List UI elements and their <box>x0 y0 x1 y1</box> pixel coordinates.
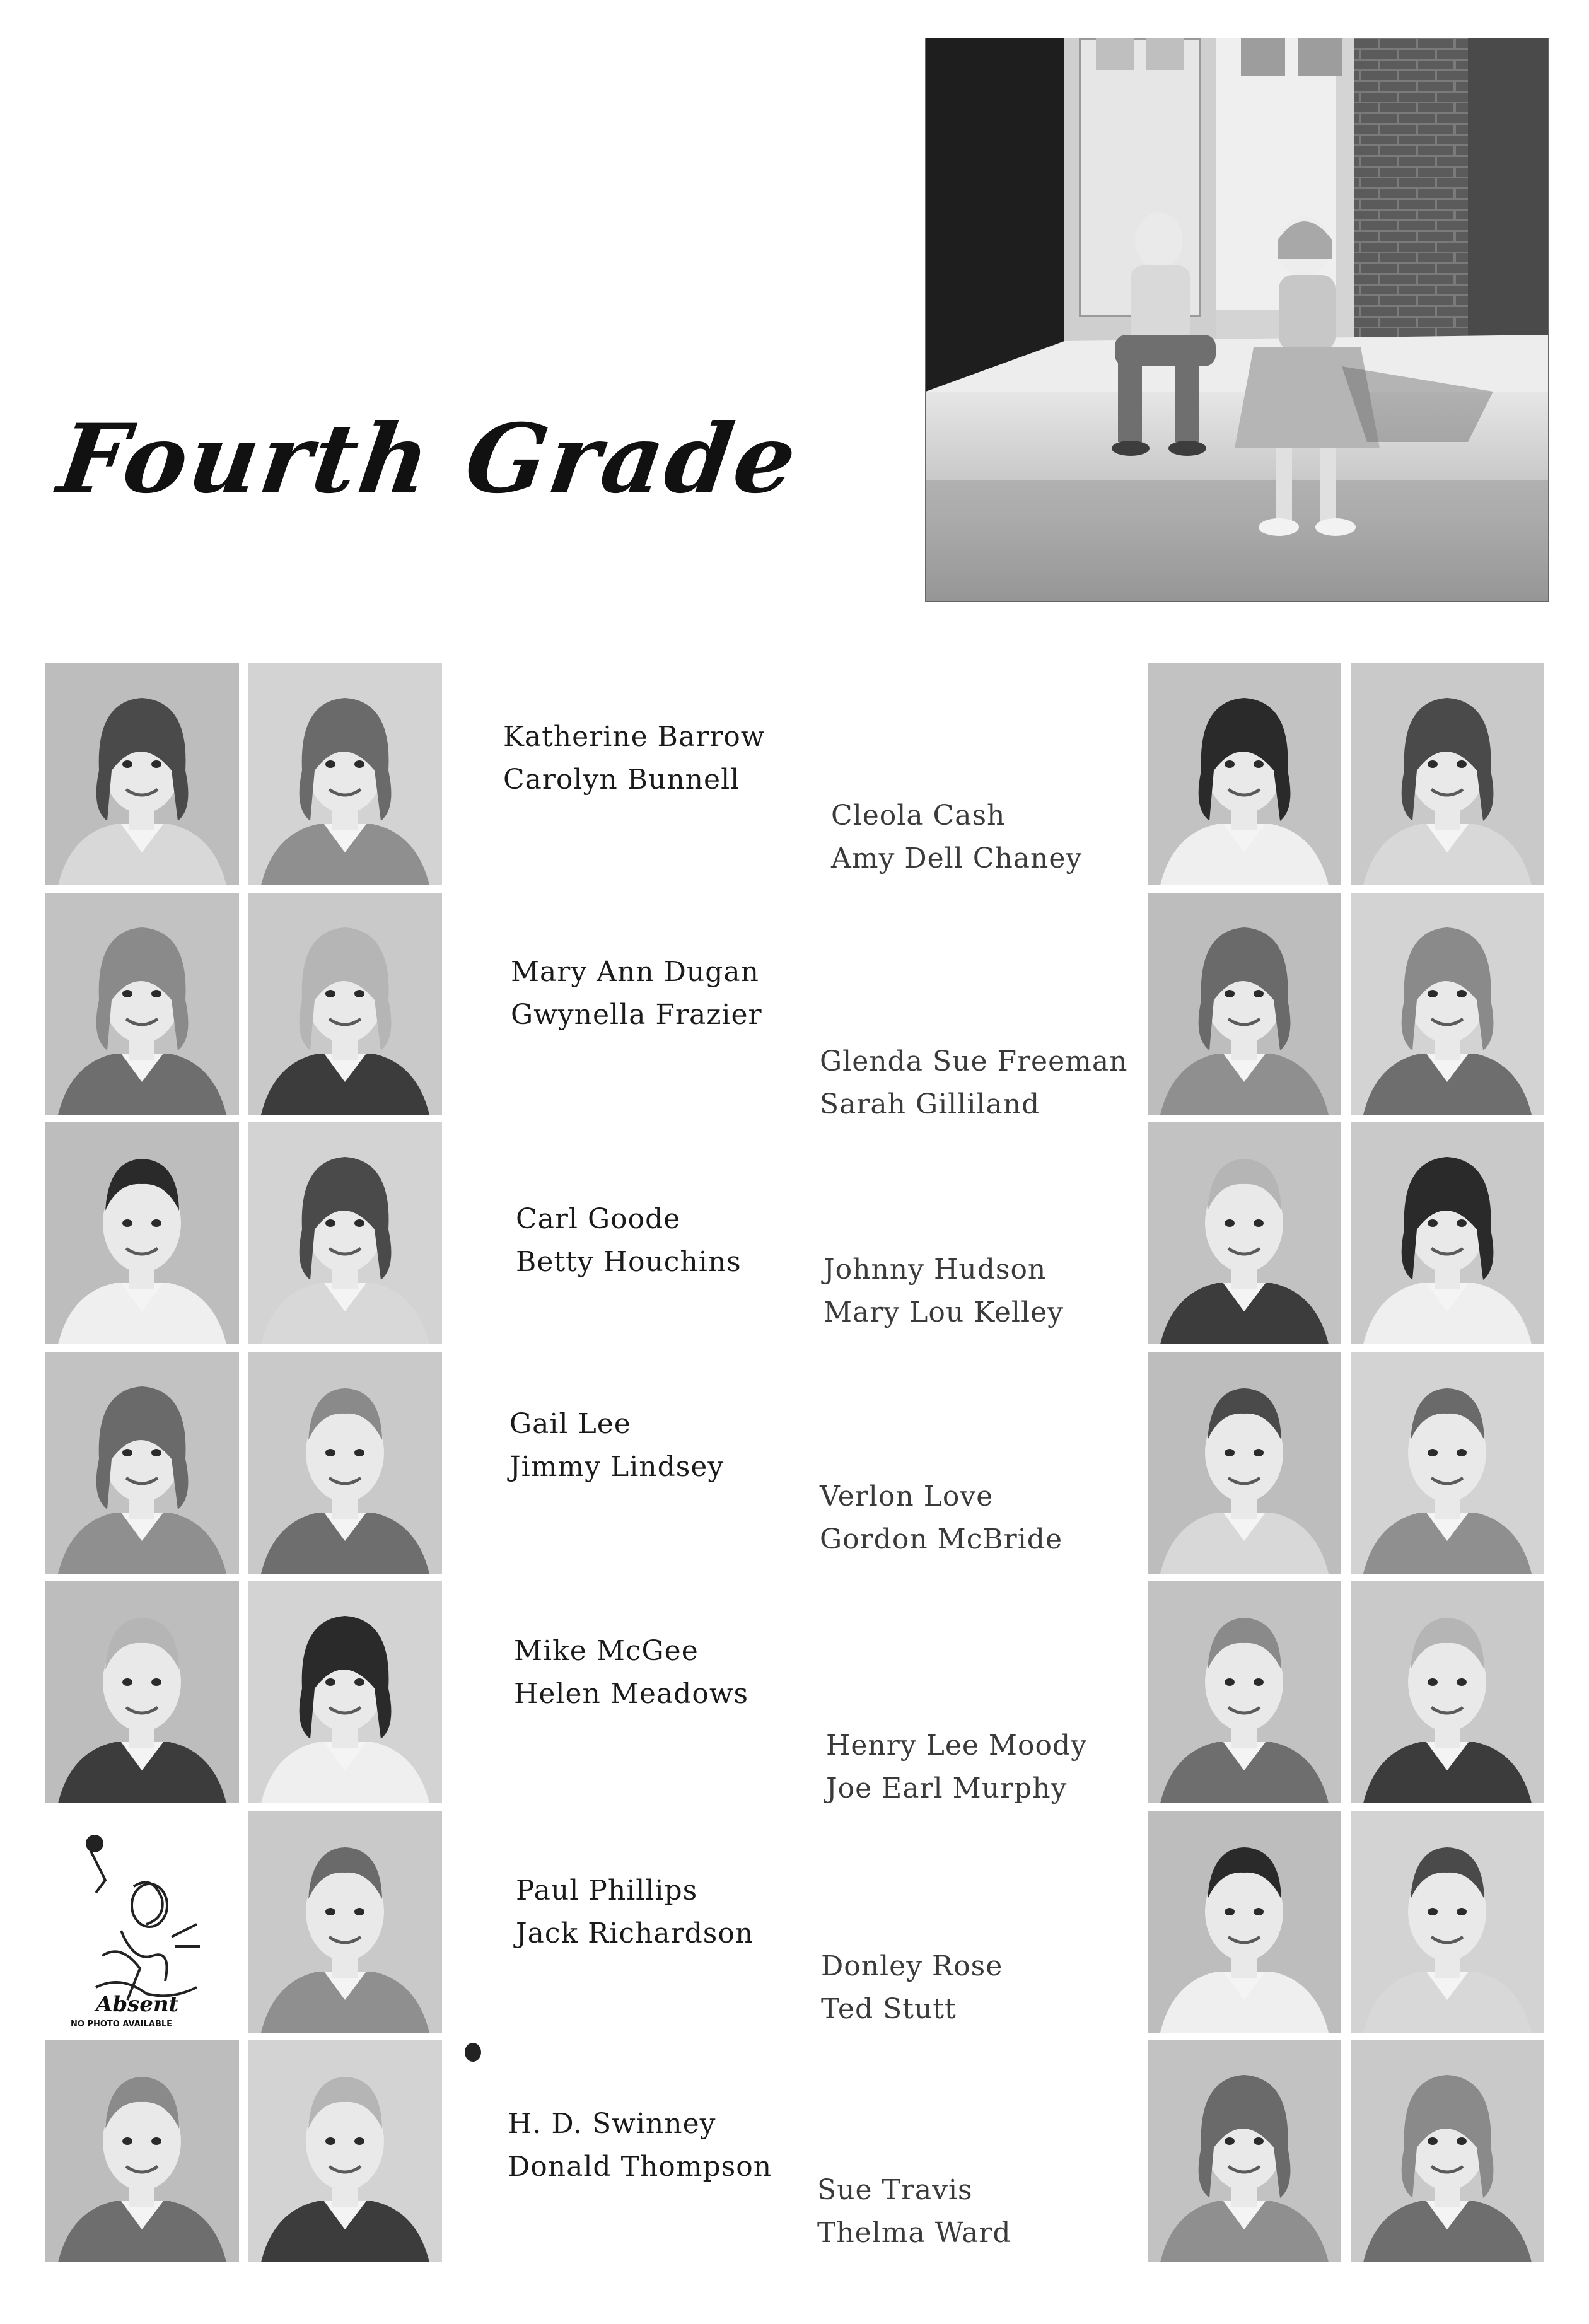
student-portrait <box>248 663 442 885</box>
absent-photo-placeholder <box>45 1811 239 2033</box>
student-name: Paul Phillips <box>516 1874 698 1907</box>
student-name: Gwynella Frazier <box>511 999 762 1031</box>
student-portrait-image <box>1148 1122 1341 1344</box>
student-portrait <box>1148 663 1341 885</box>
student-portrait-image <box>1351 1352 1544 1574</box>
student-portrait <box>248 1352 442 1574</box>
student-name: Carl Goode <box>516 1203 681 1235</box>
student-portrait-image <box>248 663 442 885</box>
student-portrait-image <box>248 1581 442 1803</box>
student-portrait <box>1148 1122 1341 1344</box>
student-portrait <box>1351 2040 1544 2262</box>
student-portrait-image <box>45 2040 239 2262</box>
candid-photo-image <box>926 38 1548 601</box>
student-portrait <box>45 663 239 885</box>
candid-photo <box>925 38 1549 602</box>
student-name: Helen Meadows <box>514 1678 749 1710</box>
student-portrait-image <box>248 893 442 1115</box>
student-portrait-image <box>1148 1352 1341 1574</box>
student-name: Cleola Cash <box>831 799 1006 832</box>
student-portrait-image <box>1148 663 1341 885</box>
student-portrait <box>1351 1352 1544 1574</box>
student-portrait-image <box>1351 1581 1544 1803</box>
ink-dot <box>465 2043 481 2062</box>
student-name: Joe Earl Murphy <box>826 1772 1068 1804</box>
student-portrait <box>248 893 442 1115</box>
svg-text:NO PHOTO AVAILABLE: NO PHOTO AVAILABLE <box>71 2019 173 2029</box>
student-name: Glenda Sue Freeman <box>820 1045 1128 1078</box>
student-portrait-image <box>45 1352 239 1574</box>
student-name: Henry Lee Moody <box>826 1729 1087 1762</box>
student-name: Carolyn Bunnell <box>503 764 740 796</box>
svg-text:Absent: Absent <box>96 1992 179 2017</box>
student-name: Katherine Barrow <box>503 721 765 753</box>
student-portrait <box>45 1352 239 1574</box>
student-portrait-image <box>1351 893 1544 1115</box>
student-portrait-image <box>45 893 239 1115</box>
student-name: Sarah Gilliland <box>820 1088 1040 1120</box>
student-name: Amy Dell Chaney <box>831 842 1083 874</box>
page-title: Fourth Grade <box>52 404 806 514</box>
student-portrait <box>248 1811 442 2033</box>
student-portrait <box>1351 893 1544 1115</box>
student-portrait <box>45 2040 239 2262</box>
student-name: Jimmy Lindsey <box>509 1451 725 1483</box>
student-name: Gail Lee <box>509 1408 631 1440</box>
student-portrait-image <box>45 663 239 885</box>
student-portrait <box>1148 2040 1341 2262</box>
student-portrait <box>248 2040 442 2262</box>
student-portrait <box>1351 663 1544 885</box>
student-portrait-image <box>248 1352 442 1574</box>
student-portrait-image <box>45 1122 239 1344</box>
student-portrait <box>1148 1811 1341 2033</box>
student-portrait <box>1148 893 1341 1115</box>
student-portrait <box>1148 1581 1341 1803</box>
student-portrait <box>1351 1122 1544 1344</box>
absent-photo-placeholder-image <box>45 1811 239 2033</box>
student-name: Ted Stutt <box>821 1993 957 2025</box>
student-portrait <box>45 1122 239 1344</box>
student-name: H. D. Swinney <box>508 2108 716 2140</box>
student-name: Donald Thompson <box>508 2151 772 2183</box>
student-name: Johnny Hudson <box>824 1253 1047 1286</box>
student-portrait-image <box>1351 663 1544 885</box>
student-portrait <box>1351 1581 1544 1803</box>
student-portrait-image <box>1148 893 1341 1115</box>
student-portrait <box>1351 1811 1544 2033</box>
student-name: Sue Travis <box>817 2174 973 2206</box>
student-name: Mike McGee <box>514 1635 699 1667</box>
student-portrait-image <box>1148 1811 1341 2033</box>
student-portrait-image <box>248 1122 442 1344</box>
student-portrait-image <box>1351 1122 1544 1344</box>
student-name: Thelma Ward <box>817 2217 1011 2249</box>
student-portrait-image <box>1148 1581 1341 1803</box>
student-name: Verlon Love <box>820 1480 994 1513</box>
student-portrait-image <box>1351 1811 1544 2033</box>
student-name: Gordon McBride <box>820 1523 1062 1555</box>
student-name: Betty Houchins <box>516 1246 742 1278</box>
student-name: Donley Rose <box>821 1950 1003 1982</box>
student-portrait-image <box>1351 2040 1544 2262</box>
student-name: Jack Richardson <box>516 1917 754 1949</box>
student-portrait <box>248 1122 442 1344</box>
student-portrait <box>248 1581 442 1803</box>
student-name: Mary Lou Kelley <box>824 1296 1064 1328</box>
student-portrait-image <box>248 2040 442 2262</box>
student-portrait-image <box>248 1811 442 2033</box>
student-portrait <box>1148 1352 1341 1574</box>
student-portrait <box>45 893 239 1115</box>
student-portrait-image <box>45 1581 239 1803</box>
student-name: Mary Ann Dugan <box>511 956 759 988</box>
student-portrait-image <box>1148 2040 1341 2262</box>
student-portrait <box>45 1581 239 1803</box>
